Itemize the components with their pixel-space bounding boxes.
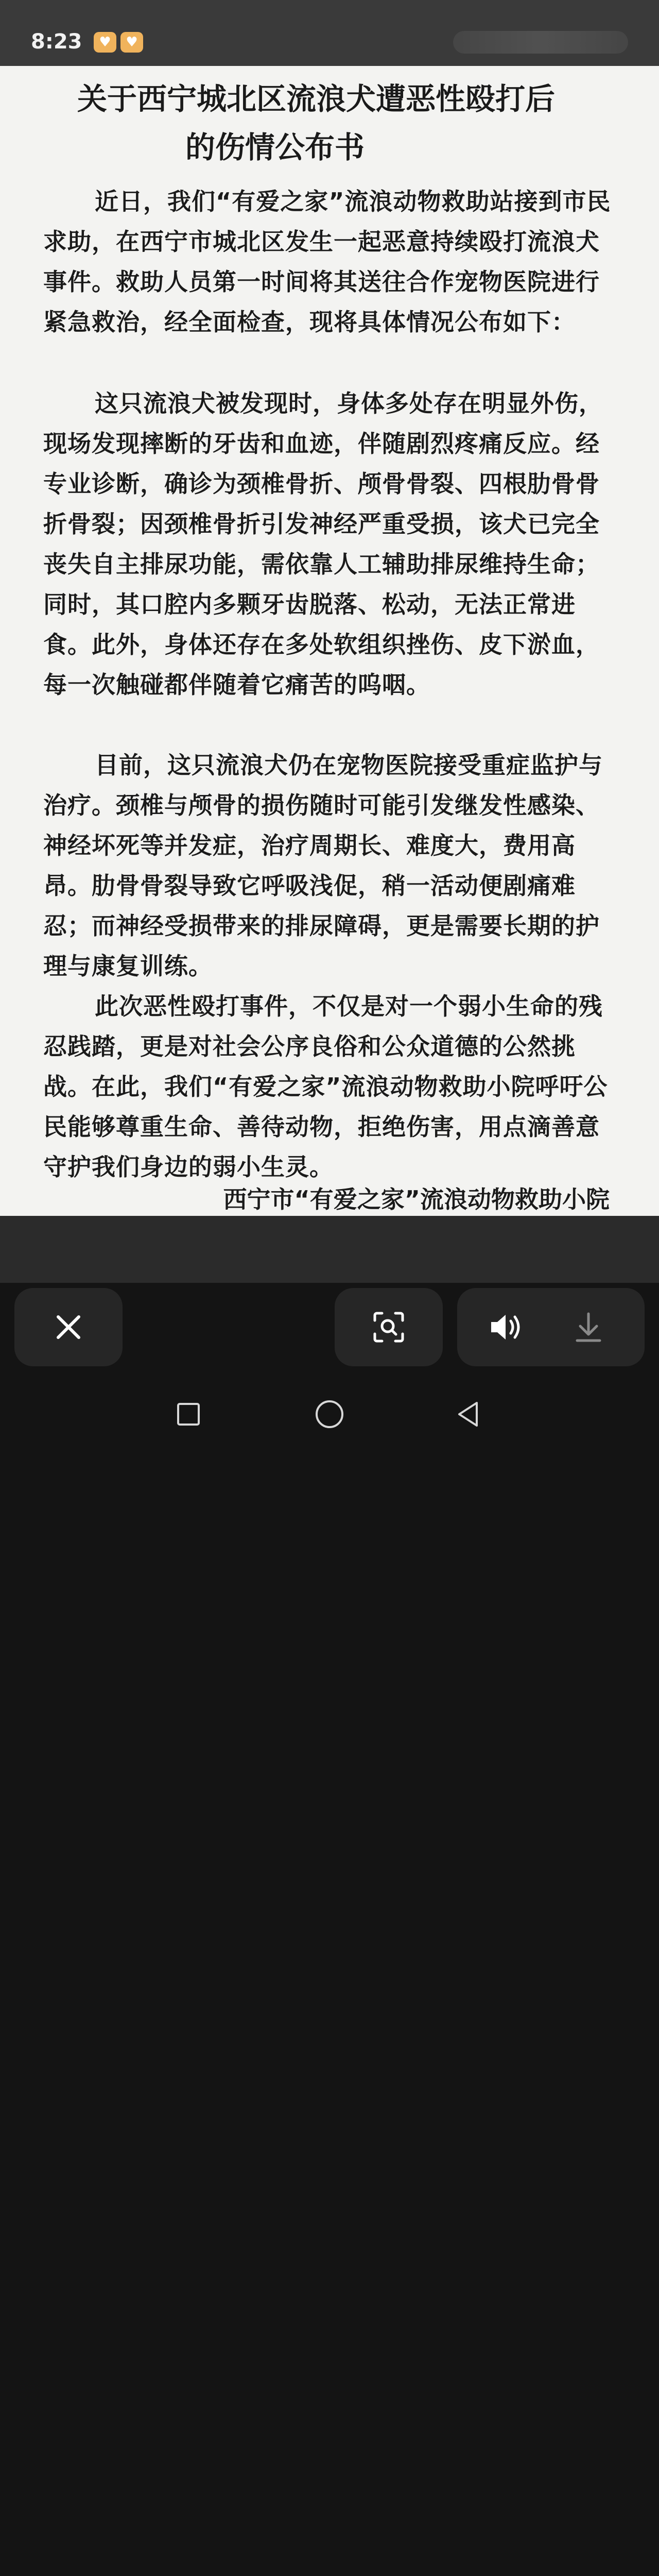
back-icon (454, 1400, 483, 1429)
document-paragraph: 此次恶性殴打事件，不仅是对一个弱小生命的残忍践踏，更是对社会公序良俗和公众道德的公然挑战。在此，我们“有爱之家”流浪动物救助小院呼吁公民能够尊重生命、善待动物，拒绝伤害，用点滴善意守护我们身边的弱小生灵。 (43, 992, 608, 1181)
recent-apps-button[interactable] (168, 1396, 209, 1432)
scan-search-button[interactable] (335, 1288, 443, 1366)
download-button[interactable] (550, 1288, 627, 1366)
recent-apps-icon (175, 1401, 202, 1428)
close-button[interactable] (14, 1288, 123, 1366)
blurred-status-area (453, 31, 628, 54)
home-button[interactable] (309, 1396, 350, 1432)
home-icon (314, 1399, 345, 1430)
document-title-line1: 关于西宁城北区流浪犬遭恶性殴打后 (77, 81, 556, 116)
download-icon (573, 1311, 604, 1344)
close-icon (53, 1312, 84, 1343)
document-paragraph: 这只流浪犬被发现时，身体多处存在明显外伤，现场发现摔断的牙齿和血迹，伴随剧烈疼痛反应。经专业诊断，确诊为颈椎骨折、颅骨骨裂、四根肋骨骨折骨裂；因颈椎骨折引发神经严重受损，该犬已完全丧失自主排尿功能，需依靠人工辅助排尿维持生命；同时，其口腔内多颗牙齿脱落、松动，无法正常进食。此外，身体还存在多处软组织挫伤、皮下淤血，每一次触碰都伴随着它痛苦的呜咽。 (43, 389, 603, 699)
document-signature: 西宁市“有爱之家”流浪动物救助小院 (223, 1185, 610, 1213)
document-paragraph: 近日，我们“有爱之家”流浪动物救助站接到市民求助，在西宁市城北区发生一起恶意持续殴打流浪犬事件。救助人员第一时间将其送往合作宠物医院进行紧急救治，经全面检查，现将具体情况公布如下： (43, 188, 611, 336)
document-paragraph: 目前，这只流浪犬仍在宠物医院接受重症监护与治疗。颈椎与颅骨的损伤随时可能引发继发性感染、神经坏死等并发症，治疗周期长、难度大，费用高昂。肋骨骨裂导致它呼吸浅促，稍一活动便剧痛难忍；而神经受损带来的排尿障碍，更是需要长期的护理与康复训练。 (43, 751, 603, 980)
status-time: 8:23 (31, 30, 82, 54)
speaker-icon (488, 1312, 524, 1343)
media-actions-group (457, 1288, 645, 1366)
heart-icon: ♥ (120, 32, 143, 53)
document-title-line2: 的伤情公布书 (185, 130, 365, 165)
back-button[interactable] (448, 1396, 489, 1432)
scan-search-icon (371, 1309, 407, 1345)
system-nav-bar (0, 1386, 659, 1443)
document-image (0, 66, 659, 1216)
sound-button[interactable] (467, 1288, 545, 1366)
image-viewer-backdrop (0, 1216, 659, 1283)
status-bar (0, 0, 659, 66)
heart-icon: ♥ (94, 32, 116, 53)
